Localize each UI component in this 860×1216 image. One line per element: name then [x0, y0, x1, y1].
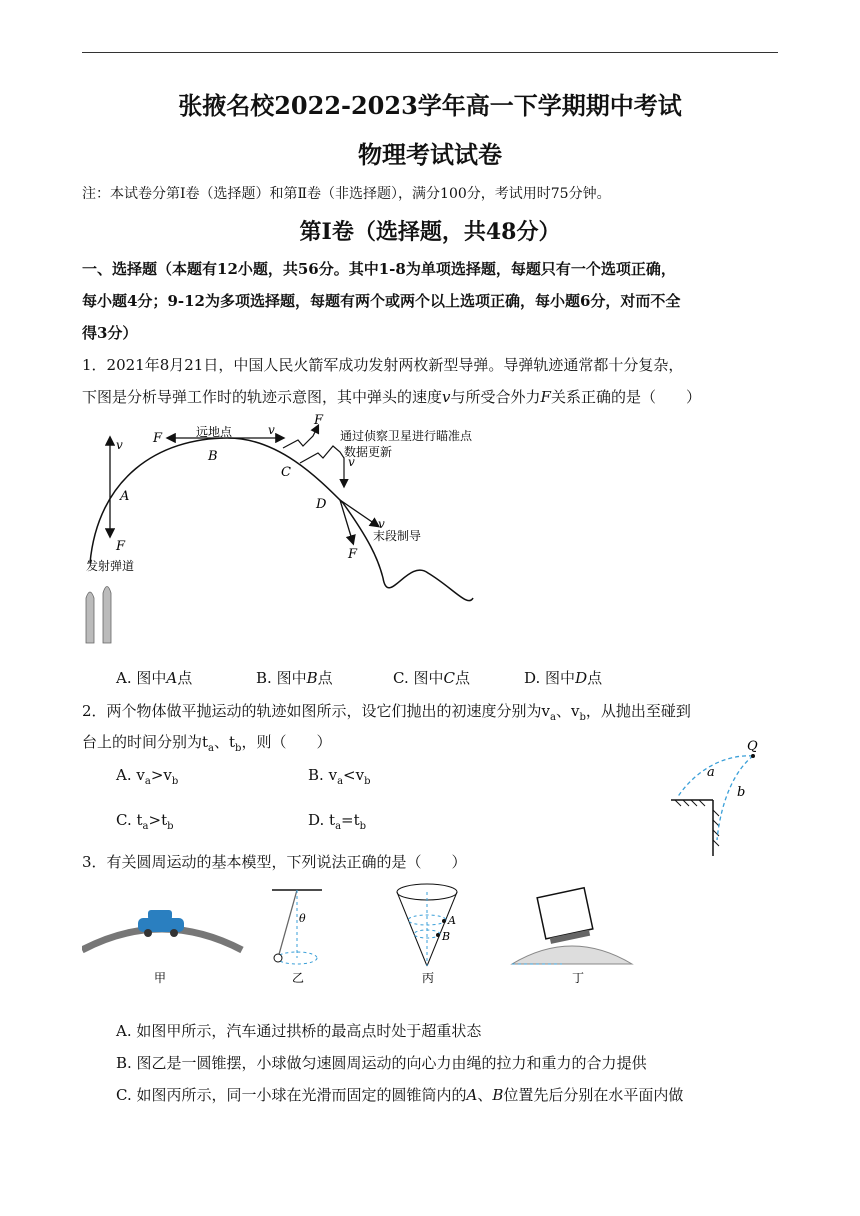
q2-option-d[interactable]: D. $t_a=t_b$	[308, 811, 367, 832]
svg-text:v: v	[268, 423, 275, 437]
exam-subtitle: 物理考试试卷	[358, 140, 502, 169]
q1-option-a[interactable]: A. 图中A点	[116, 669, 193, 687]
svg-text:b: b	[737, 785, 746, 800]
missile-icon	[86, 587, 111, 644]
q1-option-b[interactable]: B. 图中B点	[256, 669, 333, 687]
q3-option-c[interactable]: C. 如图丙所示，同一小球在光滑而固定的圆锥筒内的A、B位置先后分别在水平面内做	[116, 1086, 684, 1104]
q1-stem-line-1: 1．2021年8月21日，中国人民火箭军成功发射两枚新型导弹。导弹轨迹通常都十分复杂，	[82, 356, 684, 374]
exam-note: 注：本试卷分第Ⅰ卷（选择题）和第Ⅱ卷（非选择题），满分100分，考试用时75分钟。	[82, 186, 611, 202]
svg-text:乙: 乙	[292, 971, 305, 985]
svg-text:F: F	[153, 431, 163, 446]
svg-text:数据更新: 数据更新	[344, 445, 393, 459]
svg-text:F: F	[314, 413, 324, 428]
svg-text:丁: 丁	[572, 971, 585, 985]
svg-text:丙: 丙	[422, 971, 435, 985]
header-rule	[82, 52, 778, 53]
instructions-line-2: 每小题4分；9-12为多项选择题，每题有两个或两个以上选项正确，每小题6分，对而不全	[82, 292, 681, 310]
q2-option-b[interactable]: B. $v_a<v_b$	[308, 766, 371, 787]
instructions-line-3: 得3分）	[82, 324, 138, 342]
svg-text:v: v	[348, 455, 355, 469]
trajectory-curve	[90, 438, 473, 601]
svg-text:D: D	[316, 497, 327, 512]
svg-text:F: F	[116, 539, 126, 554]
svg-text:C: C	[281, 465, 291, 480]
svg-text:末段制导: 末段制导	[373, 529, 422, 543]
q1-option-c[interactable]: C. 图中C点	[393, 669, 471, 687]
section-title: 第Ⅰ卷（选择题，共48分）	[299, 219, 561, 245]
exam-title: 张掖名校2022-2023学年高一下学期期中考试	[178, 91, 682, 120]
svg-text:θ: θ	[299, 912, 306, 925]
svg-text:v: v	[378, 517, 385, 531]
svg-text:A: A	[120, 489, 130, 504]
svg-text:远地点: 远地点	[196, 425, 233, 439]
svg-text:B: B	[442, 930, 451, 943]
q1-option-d[interactable]: D. 图中D点	[524, 669, 603, 687]
q2-stem-line-2: 台上的时间分别为$t_a$、$t_b$，则（ ）	[82, 733, 332, 754]
missile-trajectory-figure	[78, 408, 488, 658]
svg-text:B: B	[208, 449, 218, 464]
projectile-figure	[665, 740, 775, 860]
q1-stem-line-2: 下图是分析导弹工作时的轨迹示意图，其中弹头的速度v与所受合外力F关系正确的是（ ）	[82, 388, 701, 406]
instructions-line-1: 一、选择题（本题有12小题，共56分。其中1-8为单项选择题，每题只有一个选项正确，	[82, 260, 676, 278]
svg-text:Q: Q	[747, 740, 758, 754]
q2-stem-line-1: 2．两个物体做平抛运动的轨迹如图所示，设它们抛出的初速度分别为$v_a$、$v_b$，从抛出至碰到	[82, 702, 691, 723]
circular-motion-figures	[82, 878, 642, 993]
svg-text:v: v	[116, 438, 123, 452]
svg-text:a: a	[707, 765, 715, 780]
svg-text:A: A	[448, 914, 456, 927]
q3-option-a[interactable]: A. 如图甲所示，汽车通过拱桥的最高点时处于超重状态	[116, 1022, 482, 1040]
q2-option-c[interactable]: C. $t_a>t_b$	[116, 811, 174, 832]
q3-option-b[interactable]: B. 图乙是一圆锥摆，小球做匀速圆周运动的向心力由绳的拉力和重力的合力提供	[116, 1054, 647, 1072]
svg-text:甲: 甲	[154, 971, 167, 985]
svg-text:通过侦察卫星进行瞄准点: 通过侦察卫星进行瞄准点	[340, 429, 473, 443]
car-icon	[138, 910, 184, 937]
svg-text:发射弹道: 发射弹道	[86, 559, 135, 573]
q3-stem: 3．有关圆周运动的基本模型，下列说法正确的是（ ）	[82, 853, 467, 871]
svg-text:F: F	[348, 547, 358, 562]
q2-option-a[interactable]: A. $v_a>v_b$	[116, 766, 179, 787]
